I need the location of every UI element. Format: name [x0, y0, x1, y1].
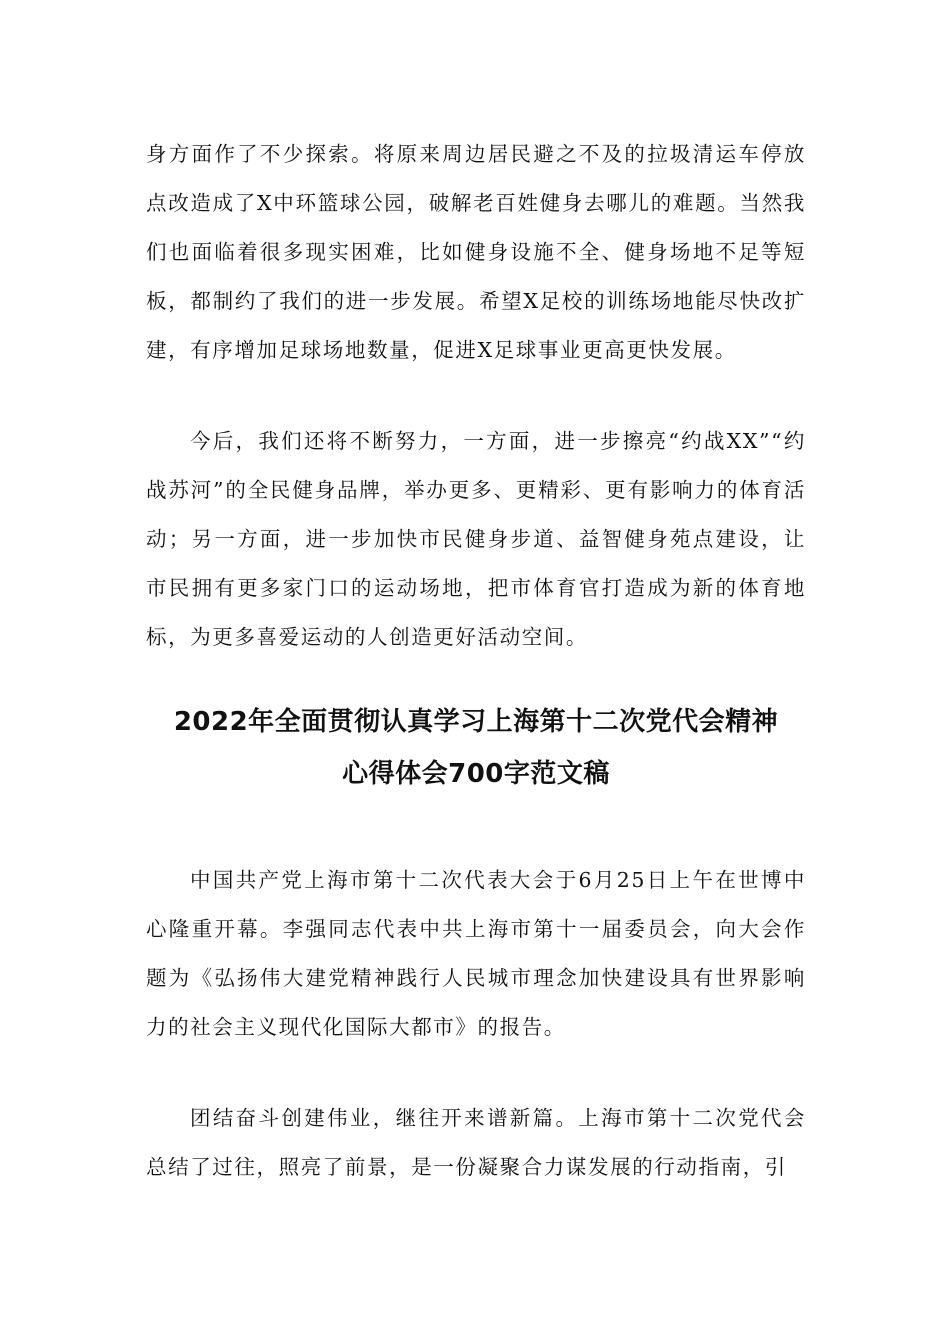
article-title-line-1: 2022年全面贯彻认真学习上海第十二次党代会精神 [173, 707, 779, 737]
article-title-line-2: 心得体会700字范文稿 [342, 759, 610, 789]
paragraph-unity: 团结奋斗创建伟业，继往开来谱新篇。上海市第十二次党代会总结了过往，照亮了前景，是一份凝聚合力谋发展的行动指南，引 [146, 1106, 806, 1179]
paragraph-future-plans: 今后，我们还将不断努力，一方面，进一步擦亮“约战XX”“约战苏河”的全民健身品牌，举办更多、更精彩、更有影响力的体育活动；另一方面，进一步加快市民健身步道、益智健身苑点建设，让市民拥有更多家门口的运动场地，把市体育官打造成为新的体育地标，为更多喜爱运动的人创造更好活动空间。 [146, 429, 806, 649]
paragraph-congress-opening: 中国共产党上海市第十二次代表大会于6月25日上午在世博中心隆重开幕。李强同志代表中共上海市第十一届委员会，向大会作题为《弘扬伟大建党精神践行人民城市理念加快建设具有世界影响力的社会主义现代化国际大都市》的报告。 [146, 868, 806, 1039]
article-title [136, 696, 816, 800]
paragraph-continued: 身方面作了不少探索。将原来周边居民避之不及的拉圾清运车停放点改造成了X中环篮球公园，破解老百姓健身去哪儿的难题。当然我们也面临着很多现实困难，比如健身设施不全、健身场地不足等短板，都制约了我们的进一步发展。希望X足校的训练场地能尽快改扩建，有序增加足球场地数量，促进X足球事业更高更快发展。 [146, 142, 806, 362]
document-body [146, 130, 806, 1192]
